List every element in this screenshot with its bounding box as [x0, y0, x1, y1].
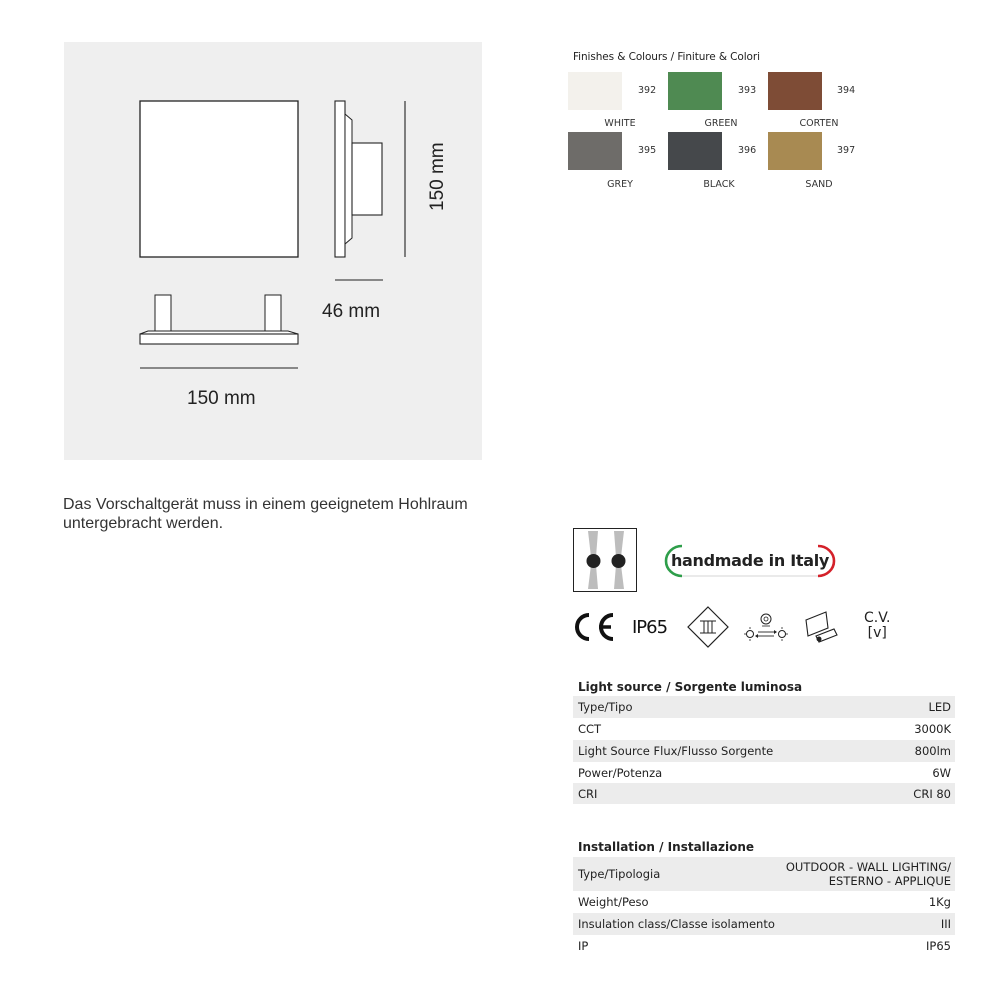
installation-note: Das Vorschaltgerät muss in einem geeignetem Hohlraum untergebracht werden. — [63, 496, 468, 532]
table-row — [573, 783, 955, 804]
handmade-in-italy-badge — [662, 544, 838, 578]
swatch-name: GREEN — [704, 118, 738, 129]
swatch-name: GREY — [607, 179, 633, 190]
finishes-title: Finishes & Colours / Finiture & Colori — [573, 51, 760, 63]
row-value-line1: OUTDOOR - WALL LIGHTING/ — [785, 860, 951, 874]
technical-drawing — [64, 42, 482, 460]
wall-mount-icon — [802, 610, 840, 650]
swatch-code: 392 — [638, 85, 657, 96]
row-label: Insulation class/Classe isolamento — [578, 917, 775, 931]
row-label: Weight/Peso — [578, 895, 649, 909]
table-row — [573, 935, 955, 957]
table-row — [573, 740, 955, 762]
row-label: IP — [578, 939, 589, 953]
cv-line2: [v] — [867, 625, 887, 641]
swatch-grey — [568, 132, 622, 170]
swatch-corten — [768, 72, 822, 110]
height-label: 150 mm — [427, 142, 448, 211]
swatch-black — [668, 132, 722, 170]
row-value: LED — [928, 700, 951, 714]
technical-drawing-panel — [64, 42, 482, 460]
table-row — [573, 696, 955, 718]
width-label: 150 mm — [187, 388, 256, 409]
swatch-green — [668, 72, 722, 110]
light-source-title: Light source / Sorgente luminosa — [578, 680, 803, 694]
side-view — [335, 101, 382, 257]
up-down-beam-icon — [573, 528, 637, 592]
row-value-line2: ESTERNO - APPLIQUE — [828, 874, 951, 888]
row-label: Power/Potenza — [578, 766, 663, 780]
row-label: CCT — [578, 722, 602, 736]
swatch-code: 395 — [638, 145, 657, 156]
swatch-code: 396 — [738, 145, 757, 156]
swatch-name: CORTEN — [799, 118, 839, 129]
row-value: 800lm — [914, 744, 951, 758]
depth-label: 46 mm — [322, 301, 381, 322]
swatch-name: BLACK — [703, 179, 735, 190]
swatch-name: SAND — [805, 179, 833, 190]
table-row — [573, 718, 955, 740]
row-label: CRI — [578, 787, 598, 801]
swatch-code: 393 — [738, 85, 757, 96]
top-view — [140, 295, 298, 344]
table-row — [573, 857, 955, 891]
installation-title: Installation / Installazione — [578, 840, 755, 854]
swatch-code: 397 — [837, 145, 856, 156]
handmade-text: handmade in Italy — [670, 551, 830, 570]
table-row — [573, 891, 955, 913]
row-value: CRI 80 — [913, 787, 951, 801]
row-value: III — [940, 917, 951, 931]
row-value: 6W — [932, 766, 951, 780]
ip65-icon: IP65 — [632, 617, 668, 638]
cv-label — [864, 611, 890, 641]
dimmable-icon — [743, 612, 789, 648]
row-label: Type/Tipologia — [578, 867, 661, 881]
swatch-white — [568, 72, 622, 110]
row-label: Type/Tipo — [578, 700, 633, 714]
swatch-code: 394 — [837, 85, 856, 96]
cv-line1: C.V. — [864, 610, 891, 626]
front-view — [140, 101, 298, 257]
table-row — [573, 913, 955, 935]
swatch-name: WHITE — [604, 118, 636, 129]
table-row — [573, 762, 955, 783]
row-label: Light Source Flux/Flusso Sorgente — [578, 744, 774, 758]
row-value: 1Kg — [928, 895, 951, 909]
row-value: IP65 — [926, 939, 951, 953]
row-value: 3000K — [914, 722, 951, 736]
swatch-sand — [768, 132, 822, 170]
class-iii-icon — [686, 605, 730, 653]
ce-mark-icon — [572, 611, 616, 647]
